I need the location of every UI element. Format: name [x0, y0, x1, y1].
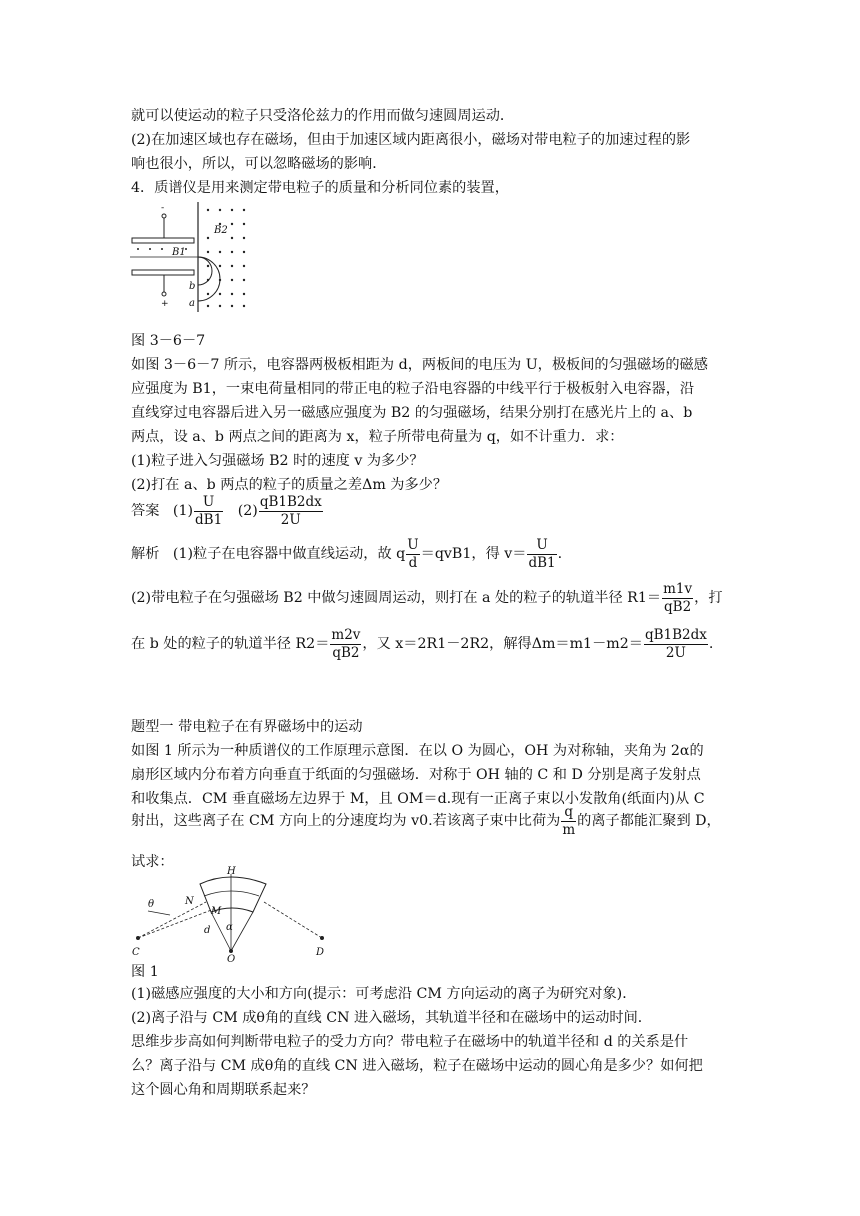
text-line: (1)粒子进入匀强磁场 B2 时的速度 v 为多少？	[131, 453, 424, 469]
b2-label: B2	[214, 225, 228, 236]
text-line: 直线穿过电容器后进入另一磁感应强度为 B2 的匀强磁场，结果分别打在感光片上的 a、b	[131, 405, 693, 421]
label-H: H	[227, 866, 236, 877]
fraction	[194, 494, 223, 529]
text-line: (2)离子沿与 CM 成θ角的直线 CN 进入磁场，其轨道半径和在磁场中的运动时间．	[131, 1010, 652, 1026]
text-line: (2)打在 a、b 两点的粒子的质量之差Δm 为多少？	[131, 477, 448, 493]
fraction	[644, 627, 708, 662]
text-line: 两点，设 a、b 两点之间的距离为 x，粒子所带电荷量为 q，如不计重力．求：	[131, 429, 624, 445]
text-segment: 射出，这些离子在 CM 方向上的分速度均为 v0.若该离子束中比荷为	[131, 813, 561, 829]
fraction-numerator: U	[527, 537, 556, 555]
point-a-label: a	[189, 298, 195, 309]
mass-spectrometer-figure	[128, 200, 253, 315]
text-line: (1)磁感应强度的大小和方向(提示：可考虑沿 CM 方向运动的离子为研究对象)．	[131, 986, 637, 1002]
analysis-text: .	[557, 546, 563, 562]
label-N: N	[185, 896, 194, 907]
fraction-denominator: qB2	[332, 644, 360, 661]
fraction-denominator: 2U	[665, 644, 686, 661]
section-heading: 题型一 带电粒子在有界磁场中的运动	[131, 719, 363, 735]
text-line: (2)在加速区域也存在磁场，但由于加速区域内距离很小，磁场对带电粒子的加速过程的影	[131, 132, 691, 148]
label-theta: θ	[148, 899, 155, 910]
answer-part2-label: (2)	[237, 503, 258, 519]
analysis-line-1	[131, 536, 562, 572]
fraction-numerator: qB1B2dx	[259, 493, 322, 510]
analysis-text: (2)带电粒子在匀强磁场 B2 中做匀速圆周运动，则打在 a 处的粒子的轨道半径 R1＝	[131, 590, 662, 606]
text-line: 这个圆心角和周期联系起来？	[131, 1082, 316, 1098]
fraction-denominator: d	[408, 554, 418, 571]
answer-part1-label: (1)	[172, 503, 194, 519]
analysis-text: .	[708, 636, 714, 652]
analysis-text: 在 b 处的粒子的轨道半径 R2＝	[131, 636, 330, 652]
analysis-label: 解析	[131, 546, 160, 562]
text-line: 如图 1 所示为一种质谱仪的工作原理示意图．在以 O 为圆心，OH 为对称轴，夹角为 2α的	[131, 743, 704, 759]
b1-label: B1	[172, 247, 186, 258]
text-line: 响也很小，所以，可以忽略磁场的影响．	[131, 156, 387, 172]
fraction-denominator: qB2	[664, 598, 692, 615]
analysis-text: ，打	[694, 590, 723, 606]
point-b-label: b	[189, 281, 196, 292]
fraction	[527, 537, 556, 572]
analysis-line-2	[131, 580, 723, 616]
fraction-numerator: qB1B2dx	[644, 626, 707, 643]
label-d: d	[204, 925, 211, 936]
analysis-text: (1)粒子在电容器中做直线运动，故 q	[172, 546, 406, 562]
label-alpha: α	[226, 922, 233, 933]
text-line: 如图 3－6－7 所示，电容器两极板相距为 d，两板间的电压为 U，极板间的匀强磁场的磁感	[131, 357, 708, 373]
fraction	[662, 581, 693, 616]
fraction-denominator: dB1	[528, 554, 556, 571]
plus-terminal-label: +	[161, 299, 169, 309]
fraction-numerator: q	[561, 804, 576, 822]
answer-line	[131, 493, 324, 529]
text-line: 思维步步高如何判断带电粒子的受力方向？带电粒子在磁场中的轨道半径和 d 的关系是什	[131, 1034, 689, 1050]
fraction-numerator: m1v	[663, 580, 693, 597]
text-segment: 的离子都能汇聚到 D，	[577, 813, 721, 829]
fraction-denominator: m	[562, 821, 576, 838]
text-line: 和收集点．CM 垂直磁场左边界于 M，且 OM＝d.现有一正离子束以小发散角(纸面内)从 C	[131, 791, 705, 807]
label-M: M	[211, 906, 222, 917]
figure-caption: 图 1	[131, 964, 159, 980]
text-line: 应强度为 B1，一束电荷量相同的带正电的粒子沿电容器的中线平行于极板射入电容器，沿	[131, 381, 695, 397]
sector-field-figure	[128, 866, 338, 962]
fraction	[406, 537, 419, 572]
answer-label: 答案	[131, 503, 160, 519]
fraction-numerator: U	[194, 494, 223, 512]
figure-caption: 图 3－6－7	[131, 333, 206, 349]
minus-terminal-label: -	[161, 203, 165, 213]
text-line: 扇形区域内分布着方向垂直于纸面的匀强磁场．对称于 OH 轴的 C 和 D 分别是离子发射点	[131, 767, 701, 783]
text-line: 试求：	[131, 854, 174, 870]
fraction-numerator: m2v	[331, 626, 361, 643]
analysis-line-3	[131, 626, 713, 662]
text-line	[131, 803, 721, 839]
fraction-numerator: U	[407, 536, 419, 553]
fraction-denominator: dB1	[195, 511, 223, 528]
fraction	[259, 494, 323, 529]
text-line: 4．质谱仪是用来测定带电粒子的质量和分析同位素的装置，	[131, 180, 509, 196]
fraction-denominator: 2U	[280, 511, 301, 528]
fraction	[330, 627, 361, 662]
analysis-text: ＝qvB1，得 v＝	[420, 546, 527, 562]
fraction	[561, 804, 576, 839]
label-C: C	[132, 947, 140, 958]
label-D: D	[316, 947, 325, 958]
text-line: 么？离子沿与 CM 成θ角的直线 CN 进入磁场，粒子在磁场中运动的圆心角是多少？如何把	[131, 1058, 703, 1074]
label-O: O	[227, 954, 236, 962]
analysis-text: ，又 x＝2R1－2R2，解得Δm＝m1－m2＝	[362, 636, 643, 652]
text-line: 就可以使运动的粒子只受洛伦兹力的作用而做匀速圆周运动．	[131, 108, 515, 124]
